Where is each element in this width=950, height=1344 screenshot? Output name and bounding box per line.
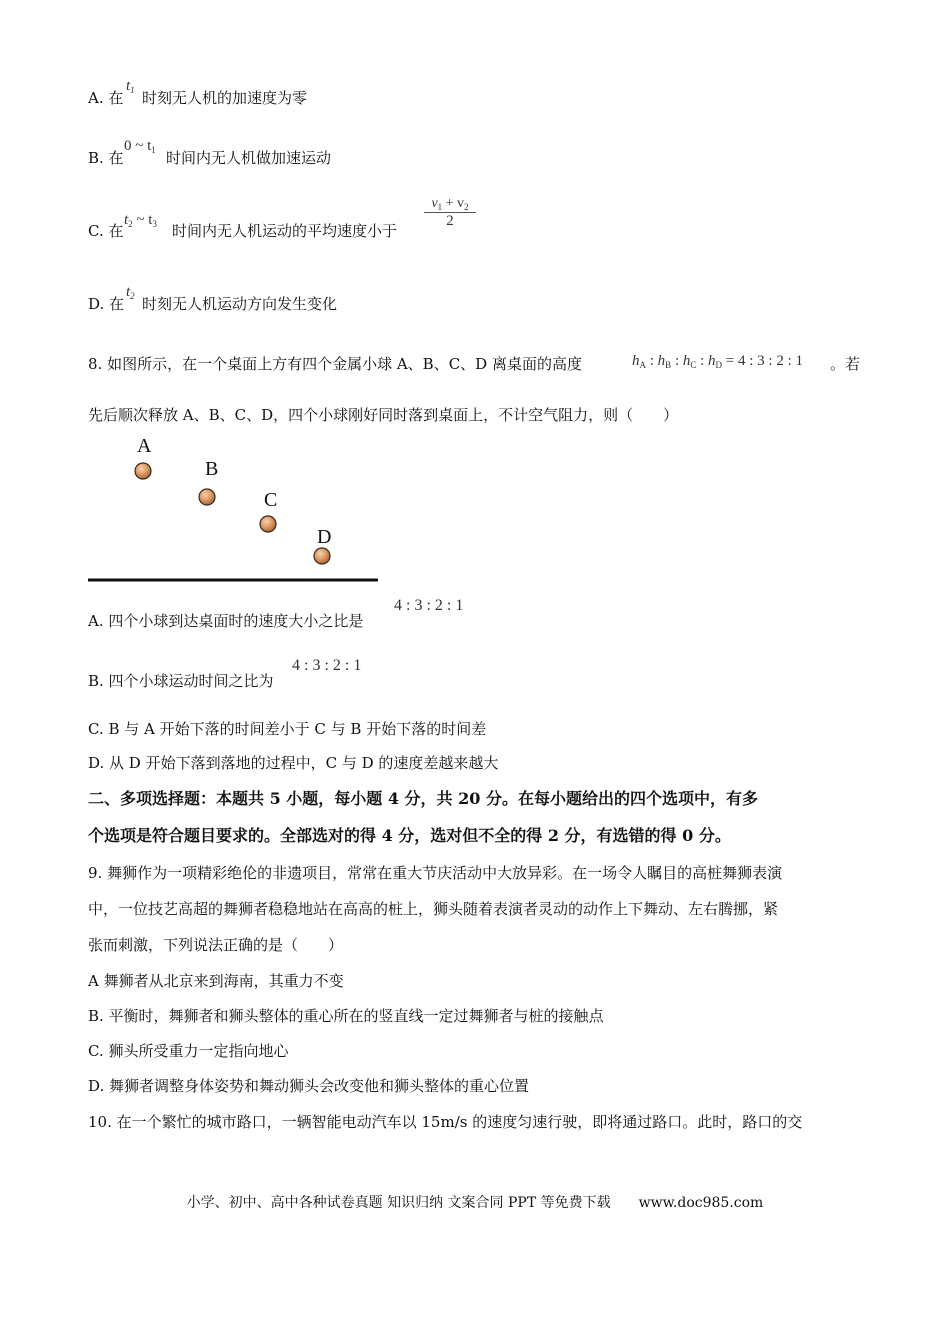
q8-stem-line2: 先后顺次释放 A、B、C、D，四个小球刚好同时落到桌面上，不计空气阻力，则（ ） (88, 406, 679, 424)
q7-option-b: B. 在 (88, 149, 124, 167)
q7-option-a (88, 88, 123, 108)
ball-b (199, 489, 215, 505)
ball-d (314, 548, 330, 564)
q7-option-b-text: 时间内无人机做加速运动 (166, 149, 332, 167)
page-footer (0, 1192, 950, 1212)
q7-option-d-text: 时刻无人机运动方向发生变化 (142, 295, 338, 313)
q8-option-d: D. 从 D 开始下落到落地的过程中，C 与 D 的速度差越来越大 (88, 754, 499, 772)
section2-heading-line2: 个选项是符合题目要求的。全部选对的得 4 分，选对但不全的得 2 分，有选错的得 0 分。 (88, 826, 731, 845)
q8-option-b: B. 四个小球运动时间之比为 (88, 672, 274, 690)
q8-option-b-ratio: 4 : 3 : 2 : 1 (292, 657, 362, 674)
ball-label-a: A (137, 435, 152, 457)
footer-text: 小学、初中、高中各种试卷真题 知识归纳 文案合同 PPT 等免费下载 (186, 1195, 611, 1211)
q7-option-d: D. 在 (88, 295, 125, 313)
q9-option-a: A 舞狮者从北京来到海南，其重力不变 (88, 972, 344, 990)
q7-option-c-text: 时间内无人机运动的平均速度小于 (172, 222, 398, 240)
q8-figure (80, 430, 400, 590)
q7-b-range: 0 ~ $t_1$ (124, 138, 156, 155)
ball-label-c: C (264, 489, 278, 511)
q8-option-a-ratio: 4 : 3 : 2 : 1 (394, 597, 464, 614)
section2-heading-line1: 二、多项选择题：本题共 5 小题，每小题 4 分，共 20 分。在每小题给出的四个选项中，有多 (88, 789, 758, 808)
q8-stem-line1-end: 。若 (830, 355, 861, 373)
q9-option-c: C. 狮头所受重力一定指向地心 (88, 1042, 289, 1060)
q7-a-t1: $t_1$ (126, 78, 135, 95)
q7-option-c: C. 在 (88, 222, 124, 240)
q8-option-c: C. B 与 A 开始下落的时间差小于 C 与 B 开始下落的时间差 (88, 720, 487, 738)
q10-stem-line1: 10. 在一个繁忙的城市路口，一辆智能电动汽车以 15m/s 的速度匀速行驶，即将通过路口。此时，路口的交 (88, 1113, 803, 1131)
q9-option-b: B. 平衡时，舞狮者和狮头整体的重心所在的竖直线一定过舞狮者与桩的接触点 (88, 1007, 604, 1025)
q9-stem-line2: 中，一位技艺高超的舞狮者稳稳地站在高高的桩上，狮头随着表演者灵动的动作上下舞动、左右腾挪，紧 (88, 900, 779, 918)
q8-stem-line1: 8. 如图所示，在一个桌面上方有四个金属小球 A、B、C、D 离桌面的高度 (88, 355, 582, 373)
ball-c (260, 516, 276, 532)
q7-c-fraction: $\frac{v_1 + v_2}{2}$ (424, 196, 476, 230)
q7-d-t2: $t_2$ (126, 284, 135, 301)
footer-site-link[interactable]: www.doc985.com (638, 1195, 764, 1211)
ball-label-b: B (205, 458, 219, 480)
q9-option-d: D. 舞狮者调整身体姿势和舞动狮头会改变他和狮头整体的重心位置 (88, 1077, 530, 1095)
option-text: A. 在 (88, 89, 124, 107)
q9-stem-line1: 9. 舞狮作为一项精彩绝伦的非遗项目，常常在重大节庆活动中大放异彩。在一场令人瞩目的高桩舞狮表演 (88, 864, 783, 882)
q7-c-range: $t_2$ ~ $t_3$ (124, 212, 157, 229)
q7-option-a-text: 时刻无人机的加速度为零 (142, 89, 308, 107)
ball-label-d: D (317, 526, 332, 548)
ball-a (135, 463, 151, 479)
q9-stem-line3: 张而刺激，下列说法正确的是（ ） (88, 936, 344, 954)
q8-option-a: A. 四个小球到达桌面时的速度大小之比是 (88, 612, 364, 630)
q8-height-ratio: $h_A$ : $h_B$ : $h_C$ : $h_D = 4$ : 3 : 2 : 1 (632, 353, 804, 370)
